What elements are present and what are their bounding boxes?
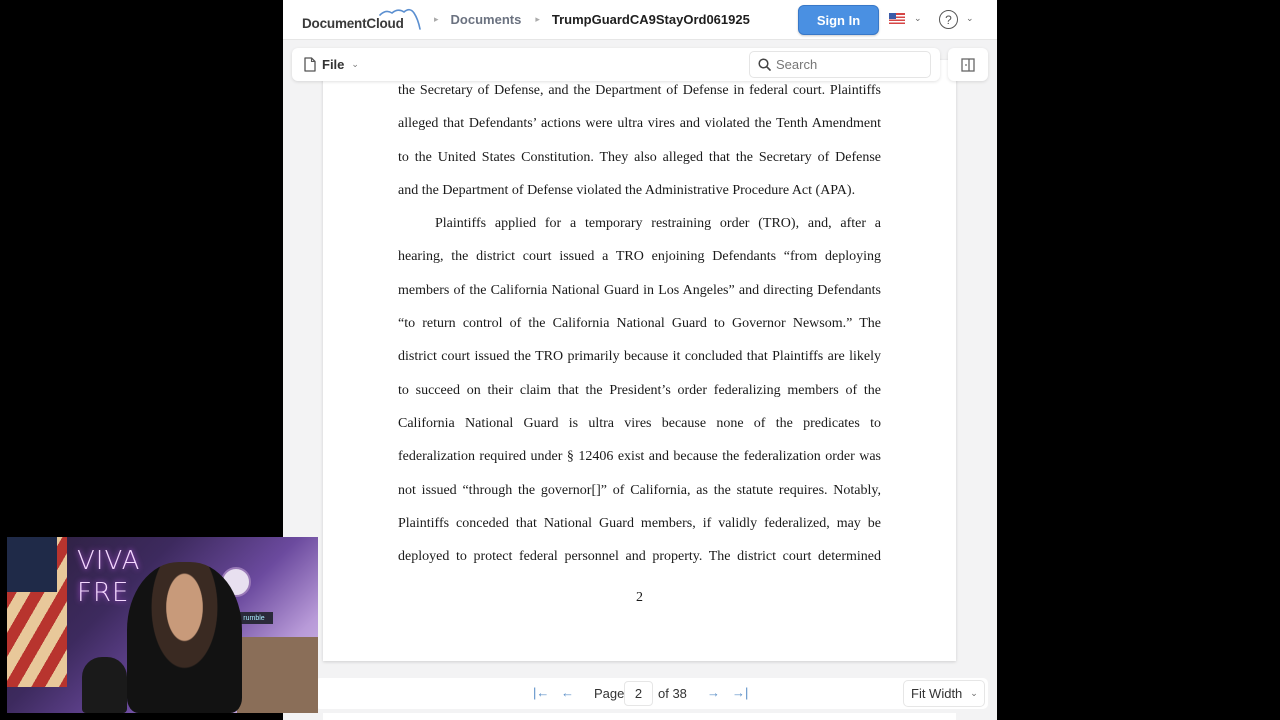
shelf-decoration: [237, 637, 318, 713]
file-menu-label: File: [322, 57, 345, 72]
rumble-sign: rumble: [235, 612, 273, 624]
next-document-page-edge: [323, 713, 956, 720]
document-text-line: deployed to protect federal personnel and property. The district court determined: [398, 549, 881, 565]
page-number-footer: 2: [636, 590, 643, 605]
total-pages-label: of 38: [658, 686, 687, 701]
breadcrumb-separator-icon: ▸: [535, 14, 540, 24]
document-text-line: the Secretary of Defense, and the Department of Defense in federal court. Plaintiffs: [398, 83, 881, 98]
flag-decoration: [7, 537, 67, 687]
last-page-icon[interactable]: →|: [732, 685, 749, 700]
document-text-line: to succeed on their claim that the President’s order federalizing members of the: [398, 382, 881, 398]
next-page-icon[interactable]: →: [707, 685, 720, 700]
top-navigation-bar: [283, 0, 997, 40]
document-text-line: members of the California National Guard in Los Angeles” and directing Defendants: [398, 282, 881, 298]
document-text-line: California National Guard is ultra vires because none of the predicates to: [398, 415, 881, 431]
first-page-icon[interactable]: |←: [533, 685, 550, 700]
help-chevron-down-icon[interactable]: ⌄: [966, 13, 974, 23]
page-number-input[interactable]: 2: [624, 681, 653, 706]
cloud-logo-icon: [378, 7, 422, 33]
logo-text: DocumentCloud: [302, 15, 404, 31]
us-flag-icon[interactable]: [889, 13, 905, 24]
zoom-level-value: Fit Width: [911, 686, 963, 701]
microphone-icon: [82, 657, 127, 713]
language-chevron-down-icon[interactable]: ⌄: [914, 13, 922, 23]
sign-in-button[interactable]: Sign In: [798, 5, 879, 35]
document-text-line: Plaintiffs applied for a temporary restraining order (TRO), and, after a: [435, 216, 881, 232]
document-text-line: “to return control of the California National Guard to Governor Newsom.” The: [398, 316, 881, 332]
help-question-icon[interactable]: ?: [939, 10, 958, 29]
previous-page-icon[interactable]: ←: [561, 685, 574, 700]
breadcrumb-document-title: TrumpGuardCA9StayOrd061925: [551, 12, 750, 27]
search-icon: [758, 58, 771, 71]
page-text-body: [398, 80, 881, 579]
document-text-line: not issued “through the governor[]” of California, as the statute requires. Notably,: [398, 482, 881, 498]
document-text-line: federalization required under § 12406 exist and because the federalization order was: [398, 449, 881, 465]
document-text-line: district court issued the TRO primarily because it concluded that Plaintiffs are likely: [398, 349, 881, 365]
streamer-figure: [127, 562, 242, 713]
neon-sign-text: VIVA FRE: [77, 546, 141, 608]
document-toolbar: [292, 48, 940, 81]
document-text-line: alleged that Defendants’ actions were ultra vires and violated the Tenth Amendment: [398, 116, 881, 132]
file-document-icon: [304, 57, 316, 72]
document-text-line: and the Department of Defense violated the Administrative Procedure Act (APA).: [398, 182, 856, 198]
document-page: [323, 60, 956, 661]
zoom-level-select[interactable]: [903, 680, 985, 707]
document-text-line: to the United States Constitution. They also alleged that the Secretary of Defense: [398, 149, 881, 165]
breadcrumb-separator-icon: ▸: [434, 14, 439, 24]
documentcloud-viewer: [283, 0, 997, 720]
documentcloud-logo[interactable]: [302, 0, 420, 40]
search-placeholder: Search: [776, 57, 818, 72]
page-navigation-bar: [315, 678, 988, 709]
sidebar-panel-icon: [961, 58, 975, 72]
zoom-chevron-down-icon: ⌄: [970, 688, 978, 698]
document-text-line: Plaintiffs conceded that National Guard members, if validly federalized, may be: [398, 515, 881, 531]
page-label: Page: [594, 686, 625, 701]
breadcrumb-documents-link[interactable]: Documents: [450, 12, 522, 27]
sidebar-toggle-button[interactable]: [948, 48, 988, 81]
file-chevron-down-icon: ⌄: [351, 59, 359, 69]
document-text-line: hearing, the district court issued a TRO enjoining Defendants “from deploying: [398, 249, 881, 265]
search-input[interactable]: [749, 51, 931, 78]
file-menu-button[interactable]: [304, 57, 359, 72]
webcam-overlay: [7, 537, 318, 713]
